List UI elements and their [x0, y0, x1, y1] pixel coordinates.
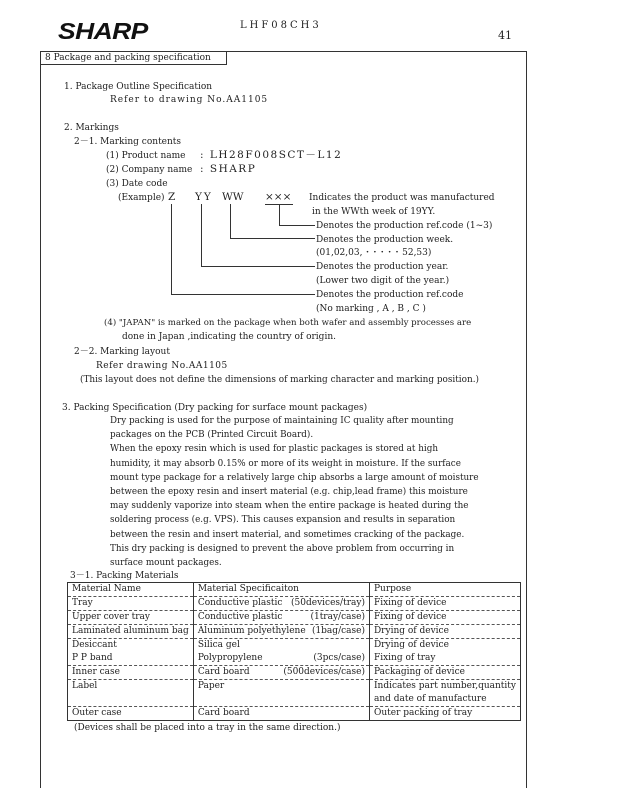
material-name: Tray: [68, 597, 194, 611]
column-header: Material Name: [68, 583, 194, 597]
material-spec: Paper: [197, 681, 225, 691]
purpose-cell: [369, 680, 520, 707]
material-name: Inner case: [68, 666, 194, 680]
connector-line: [201, 204, 202, 267]
purpose: Drying of device: [373, 640, 449, 650]
purpose: Drying of device: [373, 626, 449, 636]
page-number: 41: [498, 29, 512, 42]
purpose-cell: [369, 625, 520, 639]
material-spec-cell: [193, 625, 369, 639]
material-spec-cell: [193, 639, 369, 653]
purpose: Outer packing of tray: [373, 708, 473, 718]
sharp-logo: SHARP: [58, 18, 148, 44]
paragraph-line: soldering process (e.g. VPS). This causes expansion and results in separation: [110, 515, 456, 526]
purpose-cell: [369, 639, 520, 653]
material-spec: Conductive plastic: [197, 598, 283, 608]
material-spec-cell: [193, 707, 369, 721]
doc-code: LHF08CH3: [240, 20, 322, 31]
purpose-cell: [369, 666, 520, 680]
indicates-line2: in the WWth week of 19YY.: [312, 207, 436, 217]
material-spec: Aluminum polyethylene: [197, 626, 306, 636]
connector-line: [171, 294, 315, 295]
material-quantity: (1bag/case): [311, 626, 365, 636]
purpose: Indicates part number,quantity: [373, 681, 516, 691]
purpose-cell: [369, 652, 520, 666]
paragraph-line: Dry packing is used for the purpose of maintaining IC quality after mounting: [110, 416, 454, 426]
material-quantity: (1tray/case): [310, 612, 365, 622]
material-spec-cell: [193, 611, 369, 625]
paragraph-line: When the epoxy resin which is used for plastic packages is stored at high: [110, 444, 438, 455]
example-label: (Example): [118, 193, 165, 203]
s31-title: 3－1. Packing Materials: [70, 571, 179, 581]
material-spec: Polypropylene: [197, 653, 263, 663]
code-yy: YY: [195, 191, 213, 203]
material-name: Outer case: [68, 707, 194, 721]
connector-line: [171, 204, 172, 295]
table-row: [68, 652, 521, 666]
purpose-cell: [369, 707, 520, 721]
purpose: Fixing of device: [373, 612, 447, 622]
year-note: (Lower two digit of the year.): [316, 276, 450, 286]
material-name: Desiccant: [68, 639, 194, 653]
paragraph-line: may suddenly vaporize into steam when the entire package is heated during the: [110, 501, 469, 512]
s1-ref: Refer to drawing No.AA1105: [110, 95, 269, 105]
connector-line: [230, 204, 231, 239]
table-row: [68, 597, 521, 611]
packing-materials-table: [67, 582, 521, 721]
table-row: [68, 680, 521, 707]
purpose-cell: [369, 597, 520, 611]
table-row: [68, 639, 521, 653]
purpose: Fixing of tray: [373, 653, 436, 663]
s22-ref: Refer drawing No.AA1105: [96, 361, 228, 371]
material-spec-cell: [193, 666, 369, 680]
s2-title: 2. Markings: [64, 123, 119, 133]
company-name-label: (2) Company name: [106, 165, 193, 175]
table-row: [68, 707, 521, 721]
material-name: P P band: [68, 652, 194, 666]
week-range: (01,02,03, ･ ･ ･ ･ ･ 52,53): [316, 248, 432, 258]
paragraph-line: between the epoxy resin and insert material (e.g. chip,lead frame) this moisture: [110, 487, 468, 497]
material-spec: Silica gel: [197, 640, 240, 650]
connector-line: [279, 225, 315, 226]
table-header-row: [68, 583, 521, 597]
s3-title: 3. Packing Specification (Dry packing for surface mount packages): [62, 403, 368, 413]
refcode2-note: (No marking , A , B , C ): [316, 304, 426, 314]
product-name-label: (1) Product name: [106, 151, 186, 161]
section-title: 8 Package and packing specification: [40, 51, 227, 65]
japan-line2: done in Japan ,indicating the country of origin.: [122, 332, 336, 342]
s22-title: 2－2. Marking layout: [74, 347, 170, 357]
table-row: [68, 666, 521, 680]
material-quantity: (3pcs/case): [313, 653, 365, 663]
week-desc: Denotes the production week.: [316, 235, 454, 245]
material-spec-cell: [193, 597, 369, 611]
ref-code-desc: Denotes the production ref.code (1~3): [316, 221, 493, 231]
paragraph-line: between the resin and insert material, and sometimes cracking of the package.: [110, 529, 465, 540]
material-spec: Card board: [197, 667, 250, 677]
column-header: Material Specificaiton: [193, 583, 369, 597]
paragraph-line: packages on the PCB (Printed Circuit Board).: [110, 430, 314, 441]
purpose-cont: and date of manufacture: [373, 694, 487, 704]
material-name: Upper cover tray: [68, 611, 194, 625]
connector-line: [279, 204, 280, 226]
paragraph-line: humidity, it may absorb 0.15% or more of its weight in moisture. If the surface: [110, 458, 461, 469]
year-desc: Denotes the production year.: [316, 262, 449, 272]
japan-line1: (4) "JAPAN" is marked on the package when both wafer and assembly processes are: [104, 318, 472, 328]
connector-line: [230, 238, 315, 239]
material-quantity: (50devices/tray): [291, 598, 365, 608]
connector-line: [201, 266, 315, 267]
purpose: Fixing of device: [373, 598, 447, 608]
refcode2-desc: Denotes the production ref.code: [316, 290, 464, 300]
material-name: Label: [68, 680, 194, 707]
table-note: (Devices shall be placed into a tray in the same direction.): [74, 723, 341, 733]
material-spec: Card board: [197, 708, 250, 718]
paragraph-line: This dry packing is designed to prevent the above problem from occurring in: [110, 543, 455, 554]
date-code-label: (3) Date code: [106, 179, 168, 189]
material-spec-cell: [193, 652, 369, 666]
material-spec-cell: [193, 680, 369, 707]
table-row: [68, 625, 521, 639]
column-header: Purpose: [369, 583, 520, 597]
product-name-value: : LH28F008SCT－L12: [200, 149, 343, 161]
s22-note: (This layout does not define the dimensions of marking character and marking position.): [80, 375, 479, 385]
company-name-value: : SHARP: [200, 163, 257, 175]
material-name: Laminated aluminum bag: [68, 625, 194, 639]
code-z: Z: [168, 191, 176, 203]
indicates-line1: Indicates the product was manufactured: [309, 193, 495, 203]
material-spec: Conductive plastic: [197, 612, 283, 622]
purpose-cell: [369, 611, 520, 625]
paragraph-line: mount type package for a relatively large chip absorbs a large amount of moisture: [110, 472, 479, 483]
material-quantity: (500devices/case): [283, 667, 365, 677]
table-row: [68, 611, 521, 625]
s21-title: 2－1. Marking contents: [74, 137, 182, 147]
purpose: Packaging of device: [373, 667, 465, 677]
s1-title: 1. Package Outline Specification: [64, 82, 213, 92]
code-xxx: ×××: [265, 191, 292, 203]
paragraph-line: surface mount packages.: [110, 558, 222, 568]
code-ww: WW: [222, 191, 244, 203]
